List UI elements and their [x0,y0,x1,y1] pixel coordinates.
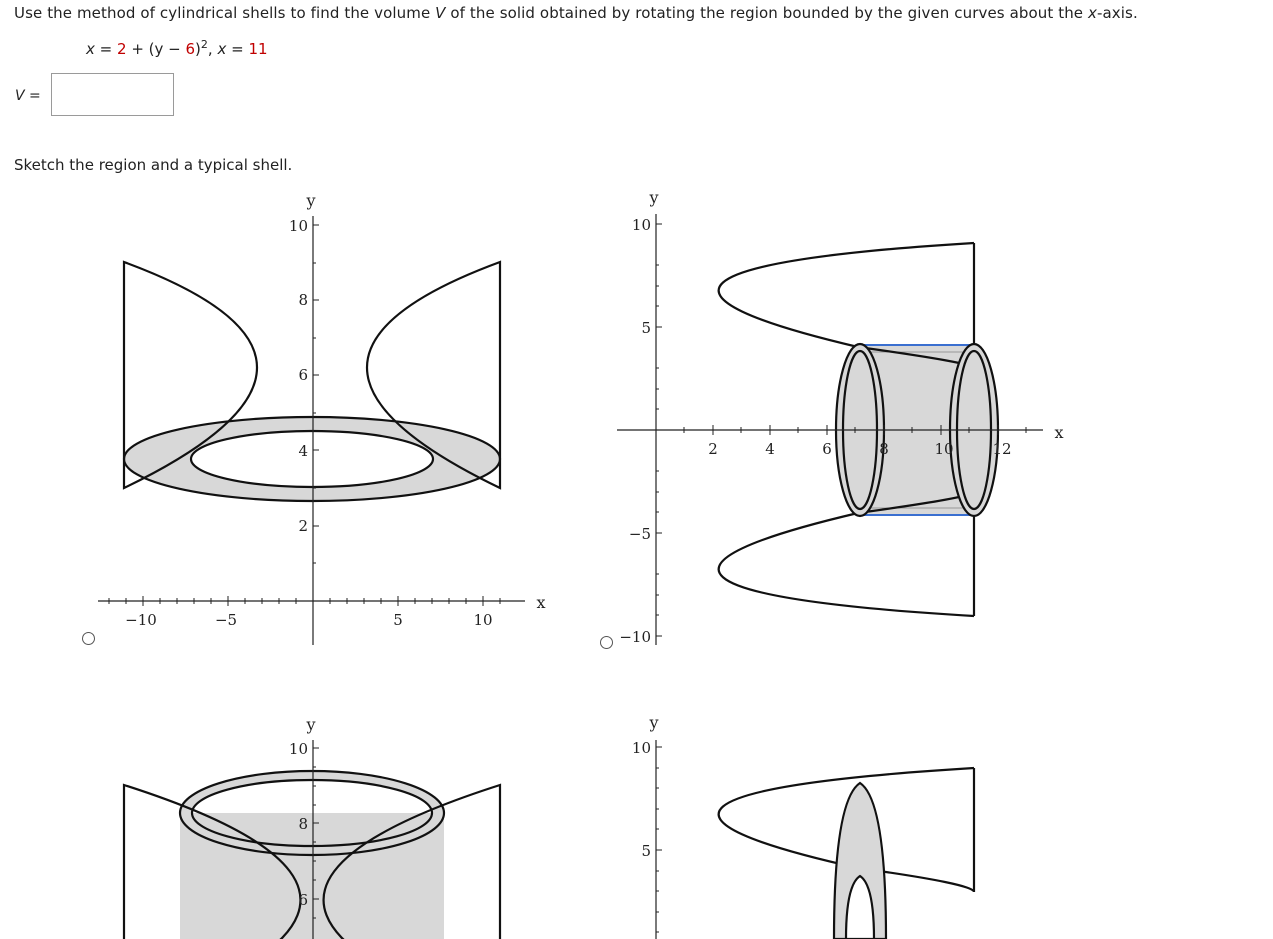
eq-equals-1: = [94,40,117,58]
volume-answer-input[interactable] [51,73,174,116]
y-tick-label: 10 [631,216,651,234]
question-text [14,4,1138,22]
y-tick-marks [313,225,319,563]
eq-x2: x [217,40,227,58]
y-tick-label: 10 [631,739,651,757]
x-tick-label: 10 [934,440,954,458]
eq-x1: x [86,40,95,58]
y-tick-label: 4 [298,442,308,460]
y-tick-label: −5 [628,525,651,543]
x-tick-label: −5 [214,611,238,629]
upper-curve [719,243,974,347]
eq-plus: + (y − [126,40,186,58]
x-tick-label: 2 [708,440,718,458]
x-tick-label: −10 [125,611,157,629]
x-tick-label: 12 [992,440,1012,458]
y-axis-label: y [649,188,659,207]
y-axis-label: y [306,715,316,734]
y-tick-marks [656,747,662,932]
lower-curve [719,513,974,616]
given-curves [86,38,268,58]
y-tick-label: 10 [288,217,308,235]
question-middle: of the solid obtained by rotating the region bounded by the given curves about the [445,4,1088,22]
y-tick-label: 10 [288,740,308,758]
eq-const-6: 6 [185,40,196,58]
shell-body [180,813,444,939]
y-tick-label: 5 [641,842,651,860]
shell-ring [124,417,500,501]
x-tick-label: 10 [473,611,493,629]
y-tick-label: −10 [619,628,651,646]
eq-const-11: 11 [248,40,268,58]
sketch-prompt: Sketch the region and a typical shell. [14,156,293,174]
x-axis-label: x [536,593,546,612]
y-tick-label: 6 [298,891,308,909]
y-tick-label: 8 [298,291,308,309]
x-tick-label: 5 [393,611,403,629]
x-tick-label: 4 [765,440,775,458]
x-tick-label: 8 [879,440,889,458]
eq-exponent: 2 [200,38,208,51]
answer-label [15,88,41,104]
eq-comma: , [207,40,218,58]
typical-shell [834,783,886,939]
option-b-graph[interactable] [560,180,1090,660]
option-d-graph[interactable] [560,705,1090,939]
question-var-v: V [435,4,446,22]
eq-close-paren: ) [195,40,201,58]
answer-equals: = [24,88,41,104]
answer-var: V [15,88,25,104]
question-var-x: x [1088,4,1097,22]
eq-const-2: 2 [117,40,127,58]
eq-equals-2: = [226,40,249,58]
y-axis-label: y [306,191,316,210]
y-axis-label: y [649,713,659,732]
x-tick-label: 6 [822,440,832,458]
question-prefix: Use the method of cylindrical shells to find the volume [14,4,436,22]
y-tick-label: 6 [298,366,308,384]
option-c-graph[interactable] [0,705,560,939]
y-tick-label: 5 [641,319,651,337]
y-tick-label: 8 [298,815,308,833]
option-a-graph[interactable] [0,180,560,660]
y-tick-label: 2 [298,517,308,535]
x-axis-label: x [1054,423,1064,442]
question-suffix: -axis. [1096,4,1138,22]
